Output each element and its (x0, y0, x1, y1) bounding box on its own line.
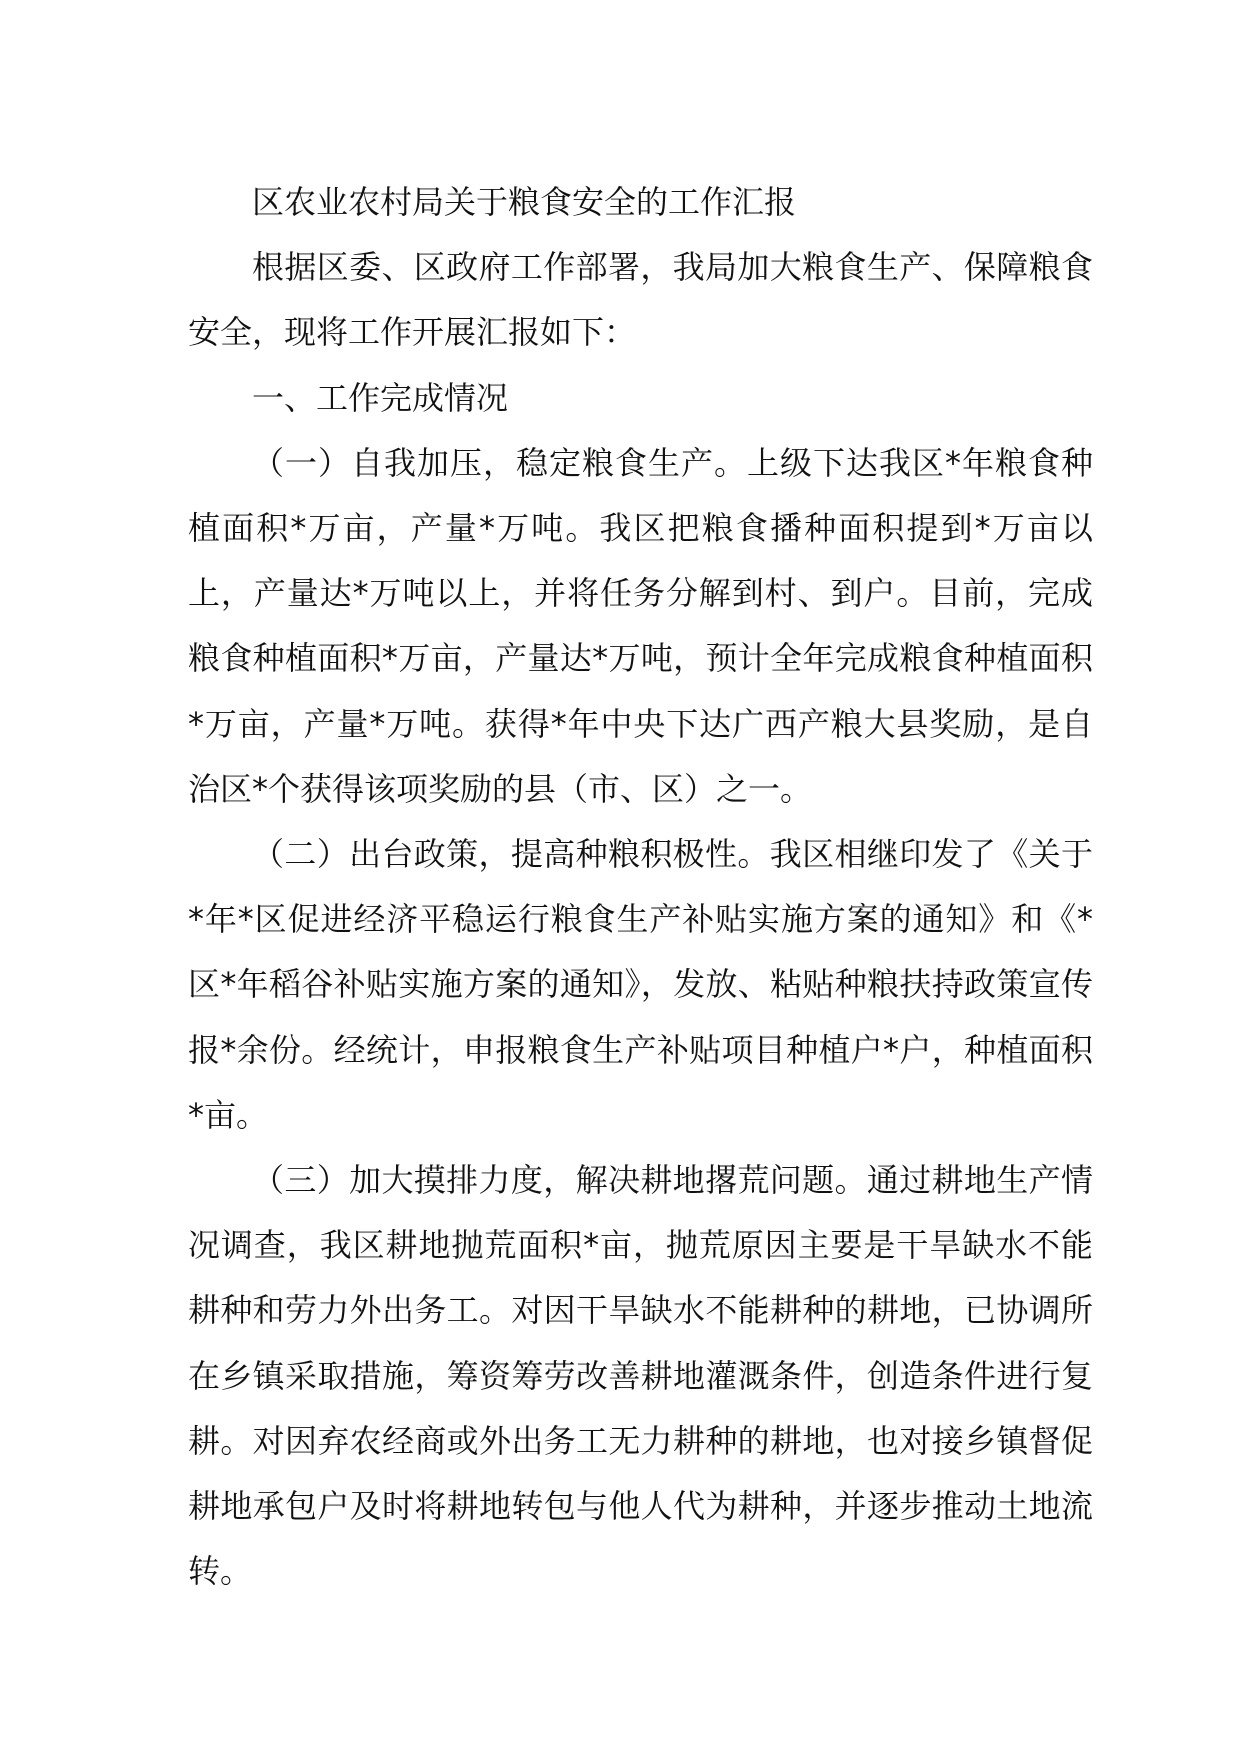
document-body (188, 170, 1093, 1604)
paragraph-policy-incentives: （二）出台政策，提高种粮积极性。我区相继印发了《关于*年*区促进经济平稳运行粮食生产补贴实施方案的通知》和《*区*年稻谷补贴实施方案的通知》，发放、粘贴种粮扶持政策宣传报*余份。经统计，申报粮食生产补贴项目种植户*户，种植面积*亩。 (188, 835, 1093, 1134)
intro-paragraph: 根据区委、区政府工作部署，我局加大粮食生产、保障粮食安全，现将工作开展汇报如下： (188, 248, 1093, 352)
paragraph-grain-production: （一）自我加压，稳定粮食生产。上级下达我区*年粮食种植面积*万亩，产量*万吨。我区把粮食播种面积提到*万亩以上，产量达*万吨以上，并将任务分解到村、到户。目前，完成粮食种植面积*万亩，产量达*万吨，预计全年完成粮食种植面积*万亩，产量*万吨。获得*年中央下达广西产粮大县奖励，是自治区*个获得该项奖励的县（市、区）之一。 (188, 443, 1093, 808)
section-heading-work-completion: 一、工作完成情况 (252, 378, 509, 417)
document-title: 区农业农村局关于粮食安全的工作汇报 (252, 183, 797, 221)
paragraph-abandoned-farmland: （三）加大摸排力度，解决耕地撂荒问题。通过耕地生产情况调查，我区耕地抛荒面积*亩，抛荒原因主要是干旱缺水不能耕种和劳力外出务工。对因干旱缺水不能耕种的耕地，已协调所在乡镇采取措施，筹资筹劳改善耕地灌溉条件，创造条件进行复耕。对因弃农经商或外出务工无力耕种的耕地，也对接乡镇督促耕地承包户及时将耕地转包与他人代为耕种，并逐步推动土地流转。 (188, 1161, 1093, 1591)
